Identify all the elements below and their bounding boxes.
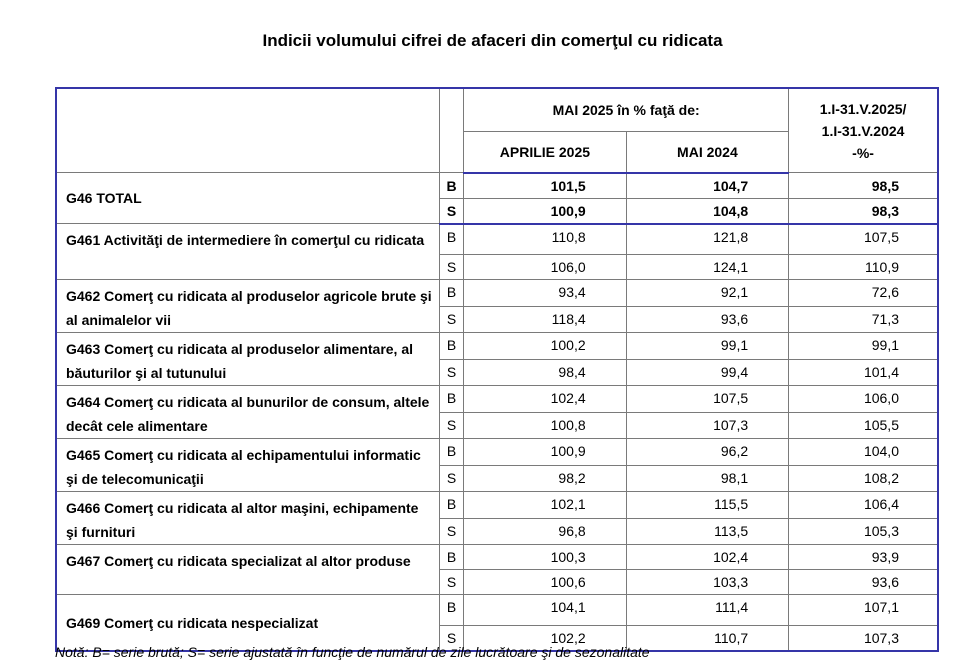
value-april-2025: 93,4 xyxy=(464,280,626,307)
header-col-april: APRILIE 2025 xyxy=(464,132,626,173)
value-cumulative: 107,5 xyxy=(789,224,938,255)
value-april-2025: 96,8 xyxy=(464,518,626,545)
series-code: B xyxy=(439,439,463,466)
row-label: G464 Comerţ cu ridicata al bunurilor de consum, altele decât cele alimentare xyxy=(56,386,439,439)
series-code: S xyxy=(439,465,463,492)
turnover-index-table xyxy=(55,87,939,652)
value-may-2024: 104,8 xyxy=(626,198,788,224)
value-cumulative: 93,9 xyxy=(789,545,938,570)
row-label: G465 Comerţ cu ridicata al echipamentului informatic şi de telecomunicaţii xyxy=(56,439,439,492)
value-april-2025: 98,2 xyxy=(464,465,626,492)
table-row xyxy=(56,492,938,519)
header-empty-cell xyxy=(56,88,439,173)
value-cumulative: 108,2 xyxy=(789,465,938,492)
header-group-label: MAI 2025 în % faţă de: xyxy=(464,88,789,132)
value-april-2025: 102,4 xyxy=(464,386,626,413)
value-cumulative: 104,0 xyxy=(789,439,938,466)
value-april-2025: 104,1 xyxy=(464,595,626,626)
value-may-2024: 124,1 xyxy=(626,255,788,280)
series-code: B xyxy=(439,173,463,199)
value-april-2025: 100,6 xyxy=(464,570,626,595)
row-label: G466 Comerţ cu ridicata al altor maşini, echipamente şi furnituri xyxy=(56,492,439,545)
row-label: G461 Activităţi de intermediere în comerţul cu ridicata xyxy=(56,224,439,280)
value-cumulative: 105,5 xyxy=(789,412,938,439)
value-may-2024: 104,7 xyxy=(626,173,788,199)
value-may-2024: 121,8 xyxy=(626,224,788,255)
header-cumulative-line3: -%- xyxy=(852,144,874,161)
table-row xyxy=(56,545,938,570)
footnote: Notă: B= serie brută; S= serie ajustată în funcţie de numărul de zile lucrătoare şi de sezonalitate xyxy=(55,644,650,660)
value-april-2025: 110,8 xyxy=(464,224,626,255)
header-cumulative-line1: 1.I-31.V.2025/ xyxy=(819,100,907,117)
value-cumulative: 105,3 xyxy=(789,518,938,545)
value-cumulative: 71,3 xyxy=(789,306,938,333)
value-april-2025: 101,5 xyxy=(464,173,626,199)
value-cumulative: 98,5 xyxy=(789,173,938,199)
series-code: S xyxy=(439,412,463,439)
series-code: B xyxy=(439,333,463,360)
value-april-2025: 100,9 xyxy=(464,439,626,466)
table-row xyxy=(56,595,938,626)
page-title: Indicii volumului cifrei de afaceri din comerţul cu ridicata xyxy=(262,31,723,50)
header-cumulative-line2: 1.I-31.V.2024 xyxy=(821,122,905,139)
series-code: B xyxy=(439,386,463,413)
series-code: S xyxy=(439,198,463,224)
table-row xyxy=(56,224,938,255)
value-cumulative: 107,3 xyxy=(789,626,938,652)
value-may-2024: 98,1 xyxy=(626,465,788,492)
series-code: S xyxy=(439,306,463,333)
value-may-2024: 99,4 xyxy=(626,359,788,386)
value-april-2025: 102,2 xyxy=(464,626,626,652)
value-cumulative: 110,9 xyxy=(789,255,938,280)
value-cumulative: 72,6 xyxy=(789,280,938,307)
value-may-2024: 111,4 xyxy=(626,595,788,626)
row-label: G462 Comerţ cu ridicata al produselor agricole brute şi al animalelor vii xyxy=(56,280,439,333)
value-cumulative: 99,1 xyxy=(789,333,938,360)
value-april-2025: 100,9 xyxy=(464,198,626,224)
value-cumulative: 98,3 xyxy=(789,198,938,224)
value-may-2024: 107,3 xyxy=(626,412,788,439)
row-label: G469 Comerţ cu ridicata nespecializat xyxy=(56,595,439,652)
value-cumulative: 101,4 xyxy=(789,359,938,386)
row-label: G467 Comerţ cu ridicata specializat al altor produse xyxy=(56,545,439,595)
value-april-2025: 106,0 xyxy=(464,255,626,280)
value-may-2024: 107,5 xyxy=(626,386,788,413)
value-cumulative: 106,4 xyxy=(789,492,938,519)
value-may-2024: 115,5 xyxy=(626,492,788,519)
series-code: B xyxy=(439,280,463,307)
header-cumulative xyxy=(789,88,938,173)
series-code: S xyxy=(439,518,463,545)
value-may-2024: 93,6 xyxy=(626,306,788,333)
series-code: S xyxy=(439,255,463,280)
series-code: B xyxy=(439,595,463,626)
value-april-2025: 102,1 xyxy=(464,492,626,519)
value-may-2024: 92,1 xyxy=(626,280,788,307)
value-april-2025: 100,3 xyxy=(464,545,626,570)
value-april-2025: 118,4 xyxy=(464,306,626,333)
value-may-2024: 110,7 xyxy=(626,626,788,652)
series-code: B xyxy=(439,492,463,519)
series-code: B xyxy=(439,545,463,570)
row-label: G463 Comerţ cu ridicata al produselor alimentare, al băuturilor şi al tutunului xyxy=(56,333,439,386)
table-row xyxy=(56,386,938,413)
value-april-2025: 100,2 xyxy=(464,333,626,360)
value-cumulative: 106,0 xyxy=(789,386,938,413)
value-may-2024: 102,4 xyxy=(626,545,788,570)
table-row xyxy=(56,280,938,307)
value-april-2025: 98,4 xyxy=(464,359,626,386)
value-cumulative: 107,1 xyxy=(789,595,938,626)
header-series-cell xyxy=(439,88,463,173)
series-code: S xyxy=(439,570,463,595)
value-may-2024: 99,1 xyxy=(626,333,788,360)
value-may-2024: 103,3 xyxy=(626,570,788,595)
table-row xyxy=(56,333,938,360)
row-label: G46 TOTAL xyxy=(56,173,439,224)
value-may-2024: 113,5 xyxy=(626,518,788,545)
value-april-2025: 100,8 xyxy=(464,412,626,439)
series-code: S xyxy=(439,359,463,386)
value-may-2024: 96,2 xyxy=(626,439,788,466)
header-col-may: MAI 2024 xyxy=(626,132,788,173)
table-body xyxy=(56,173,938,652)
series-code: B xyxy=(439,224,463,255)
series-code: S xyxy=(439,626,463,652)
value-cumulative: 93,6 xyxy=(789,570,938,595)
table-row xyxy=(56,173,938,199)
table-row xyxy=(56,439,938,466)
